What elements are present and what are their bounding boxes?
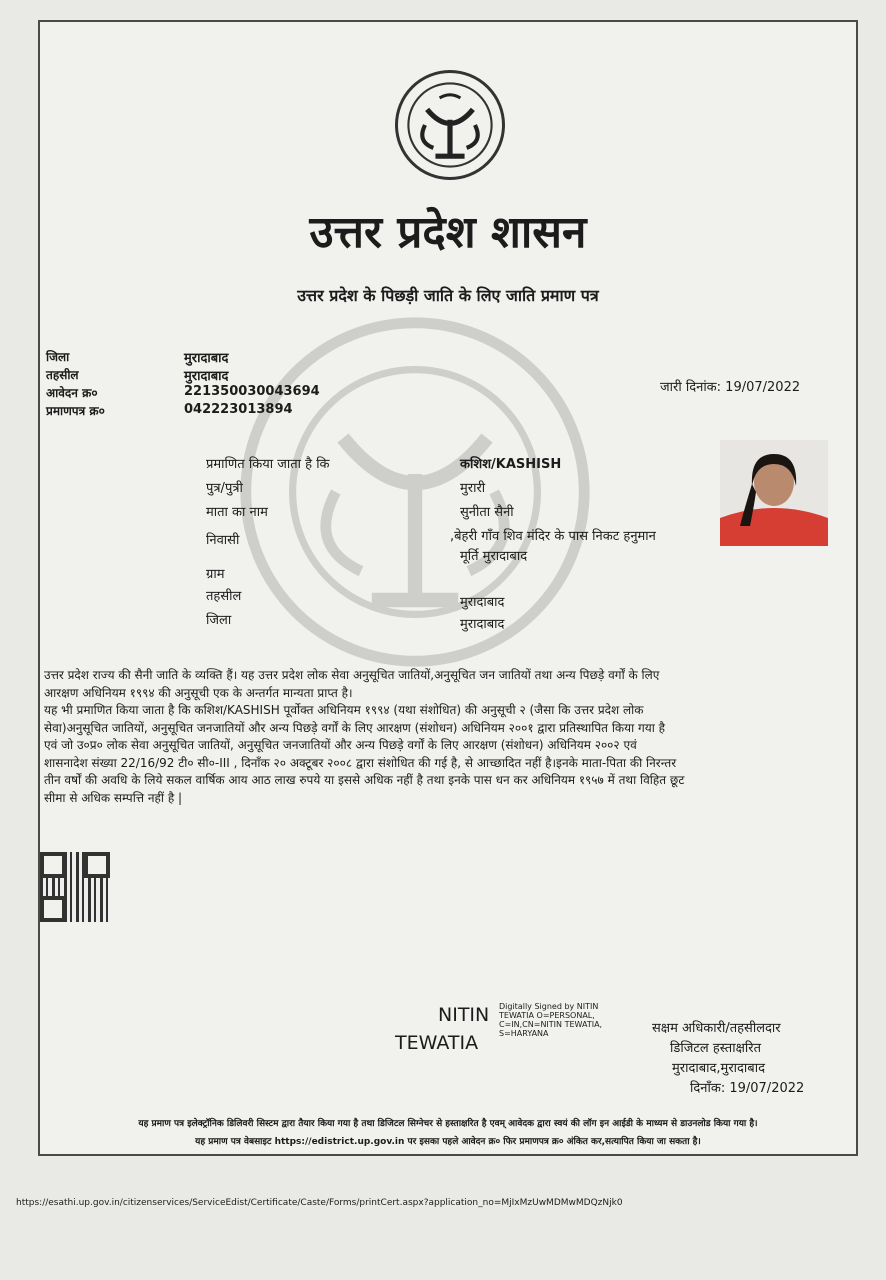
body-line: तीन वर्षों की अवधि के लिये सकल वार्षिक आय आठ लाख रुपये या इससे अधिक नहीं है तथा इनके पास धन कर अधिनियम १९५७ में तथा विहित छूट bbox=[44, 773, 685, 787]
body-line: सेवा)अनुसूचित जातियों, अनुसूचित जनजातियों और अन्य पिछड़े वर्गों के लिए आरक्षण (संशोधन) अधिनियम २००१ द्वारा प्रतिस्थापित किया गया है bbox=[44, 720, 666, 735]
certificate-no-value: 042223013894 bbox=[184, 402, 293, 417]
body-line: यह भी प्रमाणित किया जाता है कि कशिश/KASHISH पूर्वोक्त अधिनियम १९९४ (यथा संशोधित) की अनुसूची २ (जैसा कि उत्तर प्रदेश लोक bbox=[44, 703, 644, 717]
authority-title: सक्षम अधिकारी/तहसीलदार bbox=[652, 1021, 781, 1036]
watermark-emblem-icon bbox=[235, 312, 595, 672]
body-line: एवं जो उ०प्र० लोक सेवा अनुसूचित जातियों, अनुसूचित जनजातियों और अन्य पिछड़े वर्गों के लिए आरक्षण (संशोधन) अधिनियम २००२ एवं bbox=[44, 738, 637, 752]
authority-date: दिनाँक: 19/07/2022 bbox=[690, 1081, 805, 1096]
tehsil-label: तहसील bbox=[46, 368, 79, 382]
footer-note-line1: यह प्रमाण पत्र इलेक्ट्रॉनिक डिलिवरी सिस्टम द्वारा तैयार किया गया है तथा डिजिटल सिग्नेचर से हस्ताक्षरित है एवम् आवेदक द्वारा स्वयं की लॉग इन आईडी के माध्यम से डाउनलोड किया गया है। bbox=[138, 1119, 758, 1129]
district-value: मुरादाबाद bbox=[184, 351, 229, 366]
body-line: आरक्षण अधिनियम १९९४ की अनुसूची एक के अन्तर्गत मान्यता प्राप्त है। bbox=[44, 685, 353, 700]
certificate-body bbox=[40, 667, 840, 807]
resident-label: निवासी bbox=[206, 533, 240, 548]
detail-district-label: जिला bbox=[206, 613, 232, 628]
qr-code-icon bbox=[40, 852, 110, 922]
certificate-no-label: प्रमाणपत्र क्र० bbox=[46, 404, 105, 418]
address-line2: मूर्ति मुरादाबाद bbox=[460, 549, 528, 564]
body-line: सीमा से अधिक सम्पत्ति नहीं है | bbox=[44, 790, 183, 805]
body-line: उत्तर प्रदेश राज्य की सैनी जाति के व्यक्ति हैं। यह उत्तर प्रदेश लोक सेवा अनुसूचित जातियों,अनुसूचित जन जातियों तथा अन्य पिछड़े वर्गों के लिए bbox=[44, 668, 660, 682]
applicant-photo bbox=[720, 440, 828, 546]
parent-label: पुत्र/पुत्री bbox=[206, 481, 243, 496]
state-emblem-icon bbox=[395, 70, 505, 180]
detail-tehsil-label: तहसील bbox=[206, 589, 242, 604]
application-no-label: आवेदन क्र० bbox=[46, 386, 98, 400]
body-line: शासनादेश संख्या 22/16/92 टी० सी०-III , दिनाँक २० अक्टूबर २००८ द्वारा संशोधित की गई है, से आच्छादित नहीं है।इनके माता-पिता की निरन्तर bbox=[44, 755, 677, 770]
mother-value: सुनीता सैनी bbox=[460, 505, 514, 520]
parent-value: मुरारी bbox=[460, 481, 486, 496]
digital-signature-text: Digitally Signed by NITIN TEWATIA O=PERSONAL, C=IN,CN=NITIN TEWATIA, S=HARYANA bbox=[499, 1002, 603, 1038]
print-url: https://esathi.up.gov.in/citizenservices/ServiceEdist/Certificate/Caste/Forms/printCert.aspx?application_no=MjIxMzUwMDMwMDQzNjk0 bbox=[16, 1198, 623, 1208]
mother-label: माता का नाम bbox=[206, 505, 268, 520]
issue-date: जारी दिनांक: 19/07/2022 bbox=[660, 380, 801, 395]
footer-note-line2: यह प्रमाण पत्र वेबसाइट https://edistrict.up.gov.in पर इसका पहले आवेदन क्र० फिर प्रमाणपत्र क्र० अंकित कर,सत्यापित किया जा सकता है। bbox=[195, 1137, 701, 1147]
authority-digital-signed: डिजिटल हस्ताक्षरित bbox=[670, 1041, 761, 1056]
address-line1: ,बेहरी गाँव शिव मंदिर के पास निकट हनुमान bbox=[450, 529, 656, 544]
district-label: जिला bbox=[46, 350, 70, 364]
village-label: ग्राम bbox=[206, 567, 225, 582]
application-no-value: 221350030043694 bbox=[184, 384, 320, 399]
page-title: उत्तर प्रदेश शासन bbox=[309, 207, 587, 258]
signer-name-line2: TEWATIA bbox=[395, 1032, 479, 1054]
detail-tehsil-value: मुरादाबाद bbox=[460, 595, 505, 610]
certificate-sheet bbox=[38, 20, 858, 1156]
detail-district-value: मुरादाबाद bbox=[460, 617, 505, 632]
signer-name-line1: NITIN bbox=[438, 1004, 490, 1026]
candidate-name: कशिश/KASHISH bbox=[460, 457, 562, 472]
tehsil-value: मुरादाबाद bbox=[184, 369, 229, 384]
authority-location: मुरादाबाद,मुरादाबाद bbox=[672, 1061, 765, 1076]
certify-label: प्रमाणित किया जाता है कि bbox=[206, 457, 330, 472]
certificate-subtitle: उत्तर प्रदेश के पिछड़ी जाति के लिए जाति प्रमाण पत्र bbox=[297, 286, 599, 305]
